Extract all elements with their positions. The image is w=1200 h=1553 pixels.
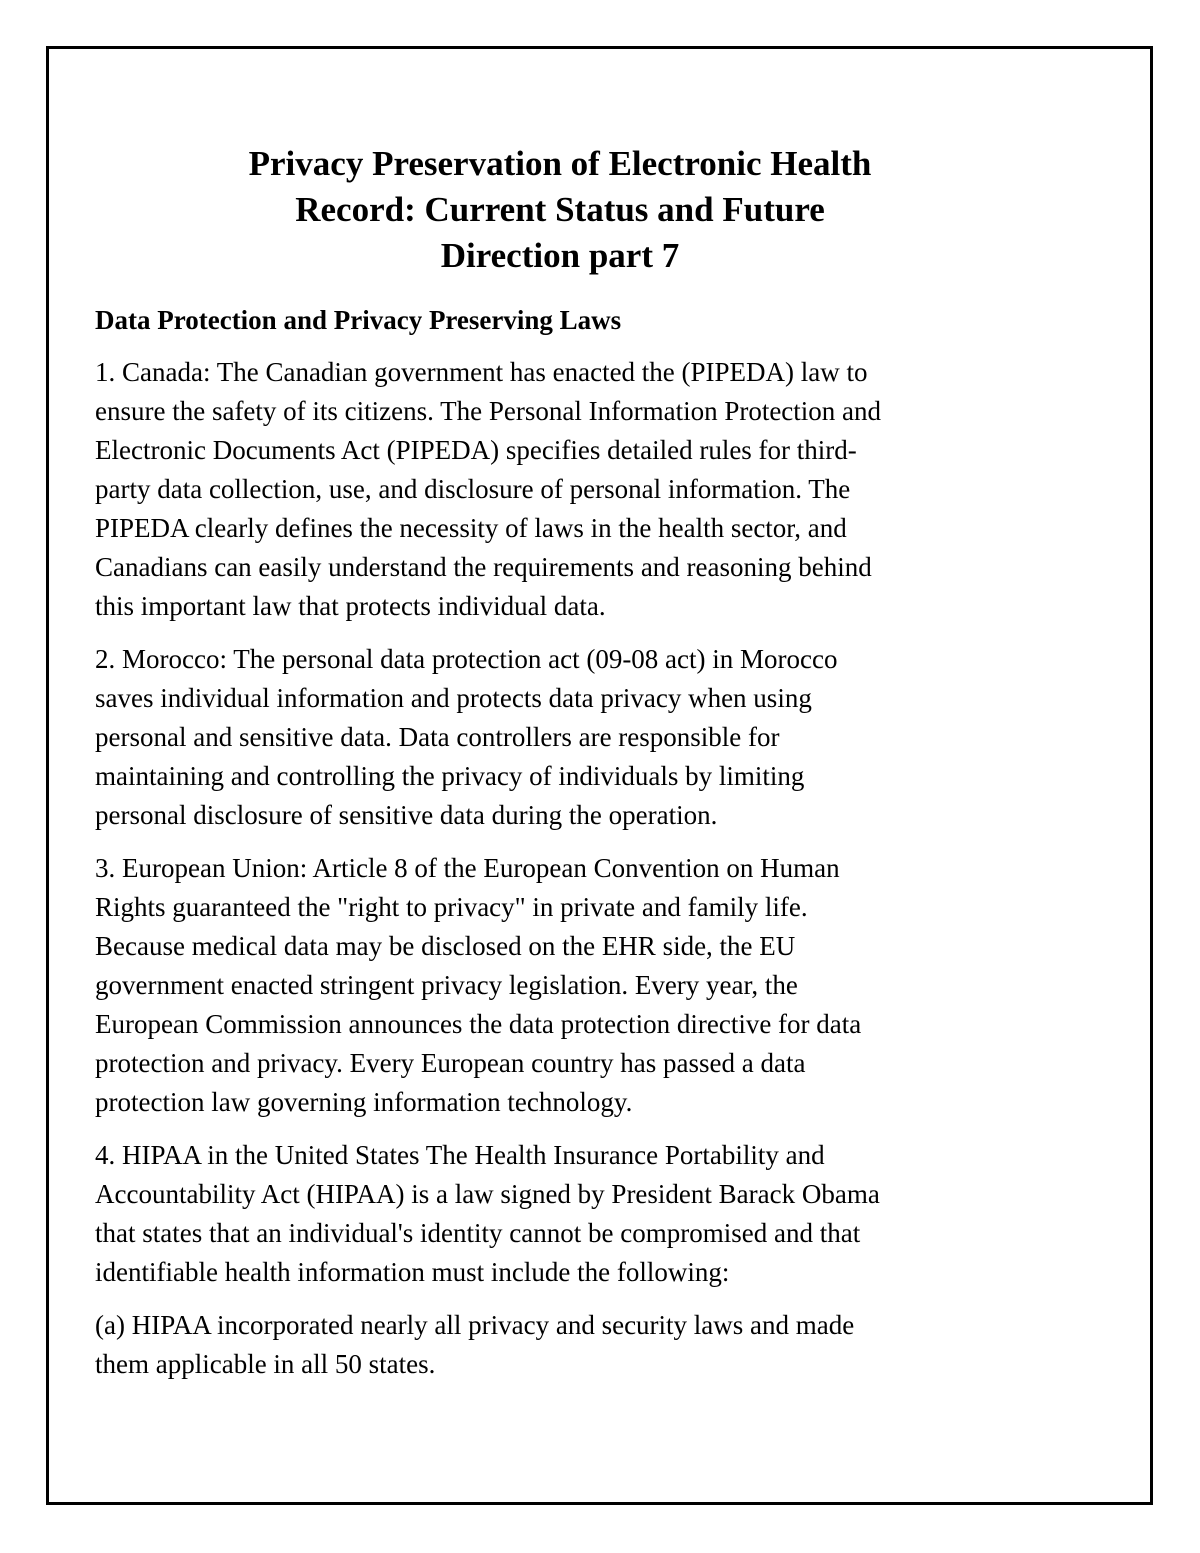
text-line: that states that an individual's identity cannot be compromised and that — [95, 1218, 861, 1248]
text-line: Canadians can easily understand the requirements and reasoning behind — [95, 552, 872, 582]
text-line: personal and sensitive data. Data controllers are responsible for — [95, 722, 780, 752]
title-line: Direction part 7 — [440, 236, 680, 275]
text-line: Rights guaranteed the "right to privacy" in private and family life. — [95, 892, 808, 922]
text-line: protection law governing information technology. — [95, 1087, 633, 1117]
text-line: protection and privacy. Every European country has passed a data — [95, 1048, 806, 1078]
title-line: Privacy Preservation of Electronic Health — [248, 144, 872, 183]
text-line: 4. HIPAA in the United States The Health Insurance Portability and — [95, 1140, 825, 1170]
text-line: this important law that protects individual data. — [95, 591, 606, 621]
text-line: personal disclosure of sensitive data during the operation. — [95, 800, 718, 830]
title-line: Record: Current Status and Future — [295, 190, 825, 229]
text-line: Electronic Documents Act (PIPEDA) specifies detailed rules for third- — [95, 435, 857, 465]
text-line: (a) HIPAA incorporated nearly all privacy and security laws and made — [95, 1310, 855, 1340]
text-line: Accountability Act (HIPAA) is a law signed by President Barack Obama — [95, 1179, 880, 1209]
text-line: 1. Canada: The Canadian government has enacted the (PIPEDA) law to — [95, 357, 868, 387]
section-heading: Data Protection and Privacy Preserving Laws — [95, 305, 622, 335]
text-line: party data collection, use, and disclosure of personal information. The — [95, 474, 851, 504]
document-title — [95, 95, 1025, 279]
text-line: government enacted stringent privacy legislation. Every year, the — [95, 970, 798, 1000]
paragraph-hipaa-item-a — [95, 1306, 1025, 1384]
text-line: 2. Morocco: The personal data protection act (09-08 act) in Morocco — [95, 644, 838, 674]
text-line: identifiable health information must include the following: — [95, 1257, 730, 1287]
text-line: PIPEDA clearly defines the necessity of laws in the health sector, and — [95, 513, 847, 543]
paragraph-canada — [95, 353, 1025, 626]
paragraph-european-union — [95, 849, 1025, 1122]
paragraph-hipaa — [95, 1136, 1025, 1292]
document-body — [95, 95, 1025, 1384]
text-line: saves individual information and protects data privacy when using — [95, 683, 812, 713]
text-line: 3. European Union: Article 8 of the European Convention on Human — [95, 853, 840, 883]
paragraph-morocco — [95, 640, 1025, 835]
text-line: them applicable in all 50 states. — [95, 1349, 436, 1379]
text-line: maintaining and controlling the privacy of individuals by limiting — [95, 761, 805, 791]
text-line: European Commission announces the data protection directive for data — [95, 1009, 862, 1039]
text-line: ensure the safety of its citizens. The Personal Information Protection and — [95, 396, 882, 426]
text-line: Because medical data may be disclosed on the EHR side, the EU — [95, 931, 796, 961]
